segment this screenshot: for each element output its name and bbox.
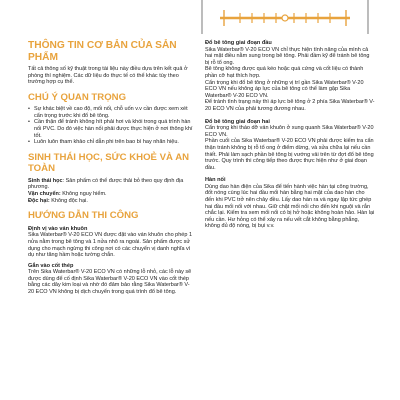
heading-important: CHÚ Ý QUAN TRỌNG [28,91,127,103]
stage-2-text-b: Phần cuối của Sika Waterbar® V-20 ECO VN phải được kiểm tra cẩn thận tránh không bị rỗ tổ ong ở điểm dừng, và sửa chữa lại nếu cần thiết. Phải làm sạch phần bê tông bị vướng vải trên từ đợt đổ bê tông trước. Quy trình thi công tiếp theo được thực hiện như ở giai đoạn đầu. [205,138,374,171]
subheading-fasten: Gắn vào cốt thép [28,262,74,269]
fasten-text: Trên Sika Waterbar® V-20 ECO VN có những lỗ nhỏ, các lỗ này sẽ được dùng để cố định Sika Waterbar® V-20 ECO VN vào cốt thép bằng các dây kim loại và nhờ đó đảm bảo rằng Sika Waterbar® V-20 ECO VN không bị dịch chuyển trong quá trình đổ bê tông. [28,269,192,296]
list-item: • Luôn luôn tham khảo chỉ dẫn phi trên bao bì hay nhãn hiệu. [28,139,193,146]
waterbar-drawing [200,0,370,36]
subheading-welding: Hàn nối [205,177,226,184]
stage-1-text-a: Sika Waterbar® V-20 ECO VN chỉ thực hiện tính năng của mình cả hai mặt điều nằm sung trong bê tông. Phải đầm kỹ để tránh bê tông bị rỗ tổ ong. [205,46,370,66]
toxicity-item: Độc hại: Không độc hại. [28,197,88,204]
stage-1-text-c: Cẩn trọng khi đổ bê tông ở những vị trí gần Sika Waterbar® V-20 ECO VN nếu không áp lực của bê tông có thể làm gập Sika Waterbar® V-20 ECO VN. [205,79,364,99]
heading-ecology: SINH THÁI HỌC, SỨC KHOẺ VÀ AN TOÀN [28,151,190,175]
right-column [205,40,375,230]
list-item: • Cần thận để tránh không hít phải hơi và khói trong quá trình hàn nối PVC. Do đó việc hàn nối phải được thực hiện ở nơi thông khí tốt. [28,119,193,139]
important-list [28,106,193,146]
left-column [28,40,193,296]
basic-info-text: Tất cả thông số kỹ thuật trong tài liệu này điều dựa trên kết quả ở phòng thí nghiệm. Các dữ liệu đo thực tế có thể khác tùy theo trường hợp cụ thể. [28,66,188,86]
stage-1-text-b: Bê tông không được quá kéo hoặc quá cứng và cốt liệu có thành phần cỡ hạt thích hợp. [205,66,364,79]
subheading-stage-1: Đổ bê tông giai đoạn đầu [205,40,272,46]
heading-basic-info: THÔNG TIN CƠ BẢN CỦA SẢN PHẨM [28,40,177,63]
welding-text: Dùng dao hàn điện của Sika để tiến hành việc hàn tại công trường, đốt nóng cùng lúc hai đầu mối hàn bằng hai mặt của dao hàn cho đến khi PVC trở nên chảy đều. Lấy dao hàn ra và ngay lập tức ghép hai đầu mối nối với nhau. Giữ chặt mối nối cho đến khi nguội và rắn chắc lại. Kiểm tra xem mối nối có bị hở hoặc không hoàn hảo. Hàn lại nếu cần. Hư hỏng có thể xảy ra nếu vết cắt không bằng phẳng, không đủ độ nóng, bị bụi v.v. [205,183,375,230]
ecology-item: Sinh thái học: Sản phẩm có thể được thải bỏ theo quy định địa phương. [28,177,184,191]
subheading-stage-2: Đổ bê tông giai đoạn hai [205,118,270,125]
transport-item: Vận chuyển: Không nguy hiểm. [28,191,107,198]
stage-2-text-a: Cẩn trọng khi tháo dỡ ván khuôn ở xung quanh Sika Waterbar® V-20 ECO VN. [205,125,374,138]
heading-instructions: HƯỚNG DẪN THI CÔNG [28,210,139,222]
stage-1-text-d: Để tránh tình trạng này thì áp lực bê tông ở 2 phía Sika Waterbar® V-20 ECO VN của phải tương đương nhau. [205,99,375,112]
subheading-position: Định vị vào ván khuôn [28,225,88,232]
list-item: • Sự khác biệt về cao độ, mối nối, chỗ uốn v.v cần được xem xét cẩn trọng trước khi đổ bê tông. [28,106,193,119]
position-text: Sika Waterbar® V-20 ECO VN được đặt vào ván khuôn cho phép 1 nửa nằm trong bê tông và 1 nửa nhô ra ngoài. Sản phẩm được sử dụng cho mạch ngừng thi công nơi có các chuyển vị danh nghĩa vì dụ như tăng hầm hoặc tường chắn. [28,232,193,259]
ecology-list [28,178,193,204]
